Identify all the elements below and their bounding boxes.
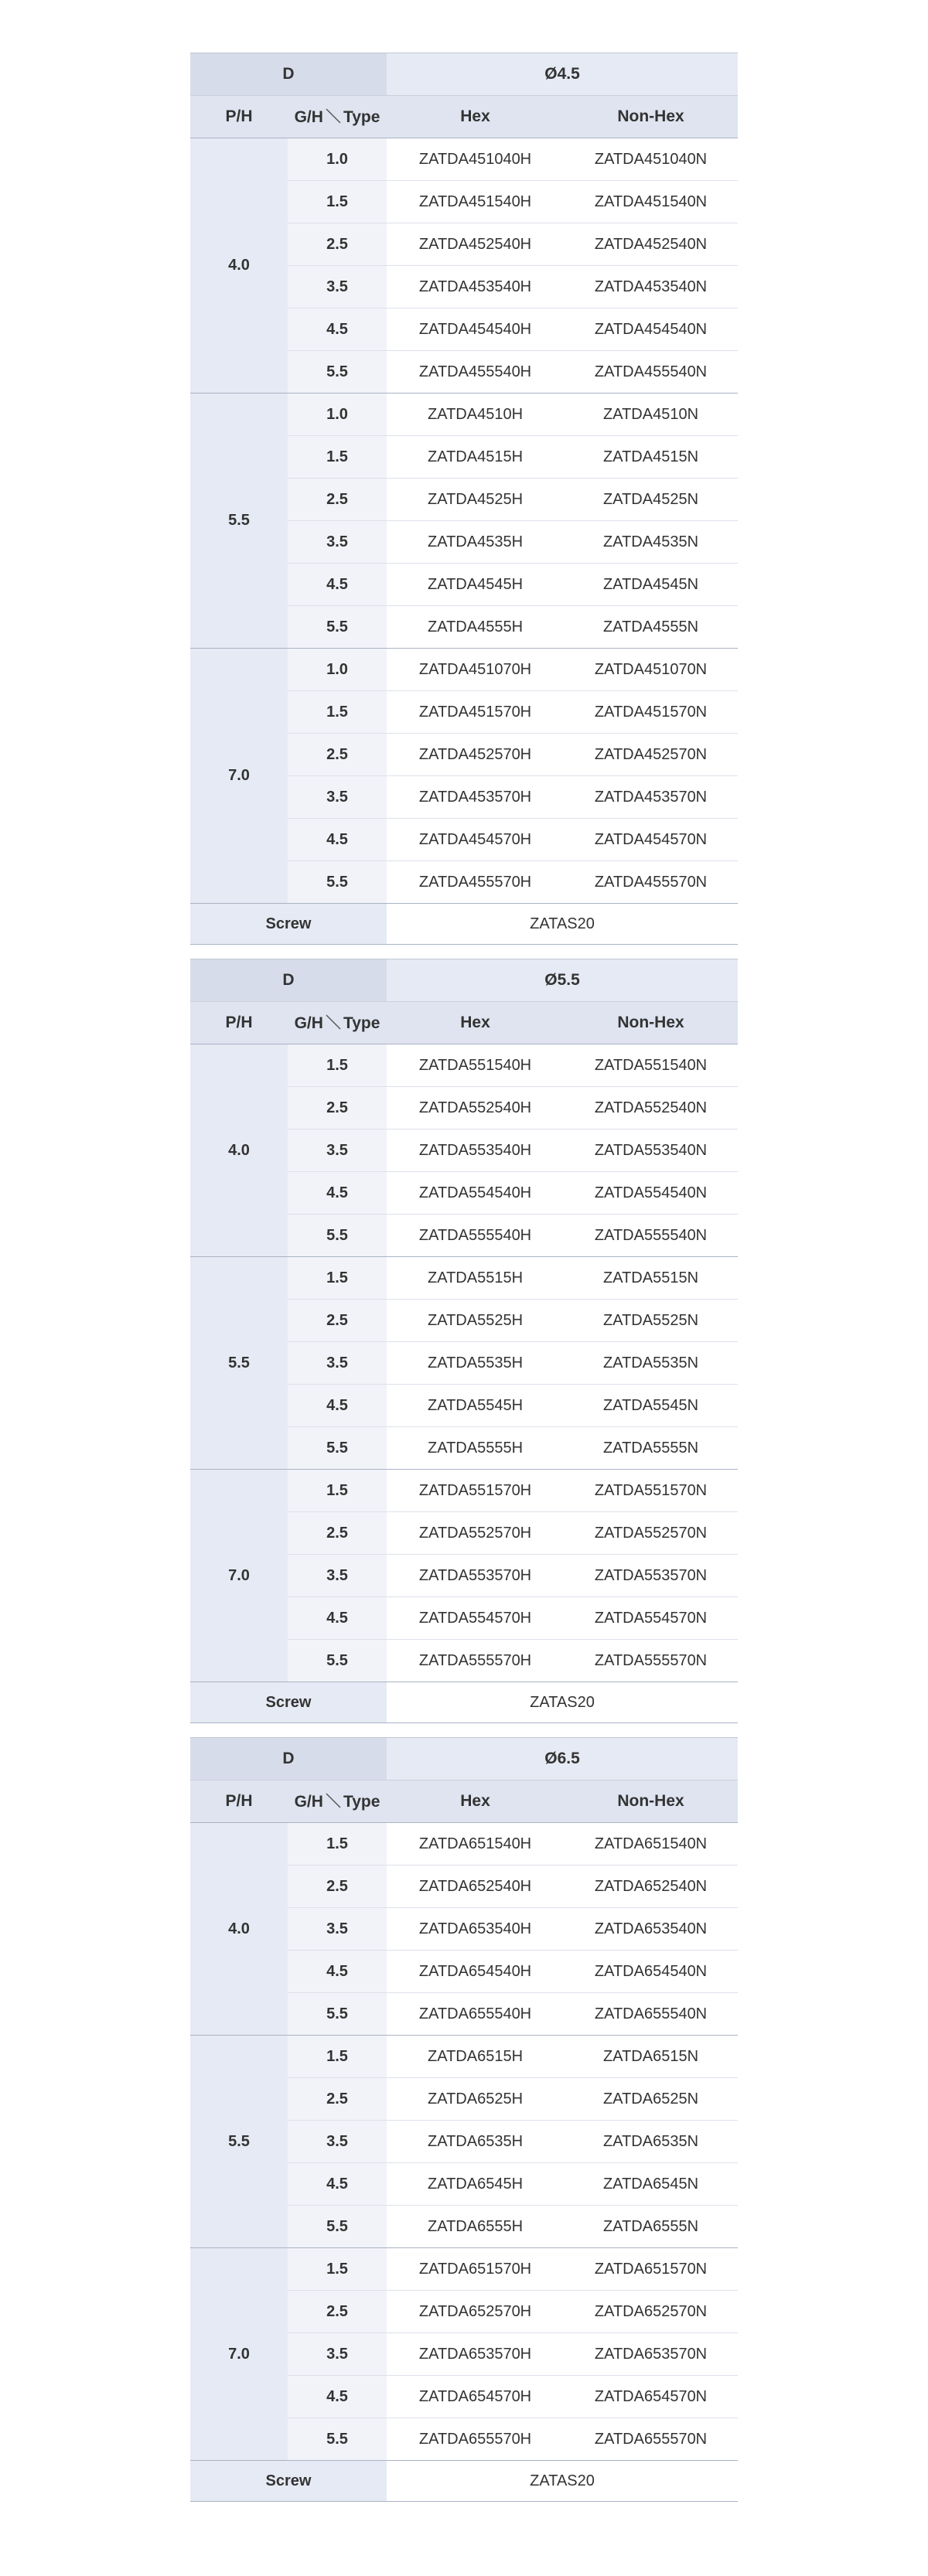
gh-value: 1.5 xyxy=(288,2036,387,2078)
hex-code: ZATDA4525H xyxy=(387,479,564,521)
gh-value: 2.5 xyxy=(288,1512,387,1555)
gh-type-header xyxy=(288,1780,387,1823)
nonhex-header: Non-Hex xyxy=(564,96,738,138)
gh-value: 1.0 xyxy=(288,394,387,436)
hex-code: ZATDA451070H xyxy=(387,649,564,691)
hex-code: ZATDA555570H xyxy=(387,1640,564,1682)
hex-code: ZATDA453570H xyxy=(387,776,564,819)
gh-value: 2.5 xyxy=(288,1866,387,1908)
column-header-row xyxy=(190,1002,738,1044)
nonhex-code: ZATDA6555N xyxy=(564,2206,738,2248)
ph-value: 5.5 xyxy=(190,2036,288,2248)
nonhex-code: ZATDA555540N xyxy=(564,1215,738,1257)
gh-value: 1.0 xyxy=(288,649,387,691)
ph-value: 7.0 xyxy=(190,1470,288,1682)
hex-code: ZATDA4535H xyxy=(387,521,564,564)
gh-value: 3.5 xyxy=(288,1555,387,1597)
diagonal-divider-icon xyxy=(325,107,342,124)
diameter-header-row xyxy=(190,53,738,96)
ph-header: P/H xyxy=(190,96,288,138)
hex-code: ZATDA552570H xyxy=(387,1512,564,1555)
nonhex-header: Non-Hex xyxy=(564,1002,738,1044)
gh-value: 2.5 xyxy=(288,479,387,521)
ph-value: 4.0 xyxy=(190,138,288,394)
gh-value: 4.5 xyxy=(288,2163,387,2206)
table-gap xyxy=(190,945,738,959)
screw-row xyxy=(190,1682,738,1723)
hex-code: ZATDA554540H xyxy=(387,1172,564,1215)
gh-value: 3.5 xyxy=(288,521,387,564)
nonhex-code: ZATDA553570N xyxy=(564,1555,738,1597)
hex-code: ZATDA4555H xyxy=(387,606,564,649)
hex-code: ZATDA655540H xyxy=(387,1993,564,2036)
diagonal-divider-icon xyxy=(325,1014,342,1031)
gh-value: 1.5 xyxy=(288,691,387,734)
gh-value: 5.5 xyxy=(288,351,387,394)
gh-value: 5.5 xyxy=(288,2418,387,2461)
nonhex-code: ZATDA5515N xyxy=(564,1257,738,1300)
gh-value: 1.5 xyxy=(288,1044,387,1087)
hex-code: ZATDA655570H xyxy=(387,2418,564,2461)
nonhex-code: ZATDA551540N xyxy=(564,1044,738,1087)
spec-table xyxy=(190,959,738,1723)
ph-value: 4.0 xyxy=(190,1044,288,1257)
hex-code: ZATDA6545H xyxy=(387,2163,564,2206)
gh-value: 3.5 xyxy=(288,2333,387,2376)
nonhex-code: ZATDA454570N xyxy=(564,819,738,861)
nonhex-code: ZATDA5555N xyxy=(564,1427,738,1470)
hex-code: ZATDA451570H xyxy=(387,691,564,734)
gh-value: 5.5 xyxy=(288,1640,387,1682)
nonhex-code: ZATDA653540N xyxy=(564,1908,738,1951)
gh-type-header xyxy=(288,96,387,138)
diameter-value: Ø4.5 xyxy=(387,53,738,96)
screw-code: ZATAS20 xyxy=(387,2461,738,2502)
gh-value: 2.5 xyxy=(288,1087,387,1130)
gh-value: 5.5 xyxy=(288,2206,387,2248)
nonhex-code: ZATDA4525N xyxy=(564,479,738,521)
ph-value: 4.0 xyxy=(190,1823,288,2036)
nonhex-code: ZATDA5525N xyxy=(564,1300,738,1342)
gh-value: 1.0 xyxy=(288,138,387,181)
hex-code: ZATDA553570H xyxy=(387,1555,564,1597)
nonhex-code: ZATDA554570N xyxy=(564,1597,738,1640)
gh-value: 5.5 xyxy=(288,1993,387,2036)
d-header: D xyxy=(190,1738,387,1780)
nonhex-code: ZATDA554540N xyxy=(564,1172,738,1215)
nonhex-code: ZATDA4555N xyxy=(564,606,738,649)
screw-label: Screw xyxy=(190,2461,387,2502)
nonhex-code: ZATDA6525N xyxy=(564,2078,738,2121)
hex-code: ZATDA654570H xyxy=(387,2376,564,2418)
gh-value: 4.5 xyxy=(288,1172,387,1215)
gh-value: 4.5 xyxy=(288,819,387,861)
nonhex-code: ZATDA4535N xyxy=(564,521,738,564)
table-gap xyxy=(190,1723,738,1737)
hex-code: ZATDA653540H xyxy=(387,1908,564,1951)
gh-value: 3.5 xyxy=(288,266,387,308)
hex-code: ZATDA555540H xyxy=(387,1215,564,1257)
nonhex-code: ZATDA551570N xyxy=(564,1470,738,1512)
gh-header: G/H xyxy=(294,1014,323,1032)
nonhex-code: ZATDA552570N xyxy=(564,1512,738,1555)
table-row xyxy=(190,1044,738,1087)
hex-code: ZATDA551570H xyxy=(387,1470,564,1512)
d-header: D xyxy=(190,959,387,1002)
gh-value: 3.5 xyxy=(288,1908,387,1951)
nonhex-code: ZATDA653570N xyxy=(564,2333,738,2376)
screw-row xyxy=(190,904,738,945)
hex-header: Hex xyxy=(387,96,564,138)
nonhex-code: ZATDA455540N xyxy=(564,351,738,394)
nonhex-code: ZATDA452570N xyxy=(564,734,738,776)
diameter-header-row xyxy=(190,959,738,1002)
hex-header: Hex xyxy=(387,1780,564,1823)
table-row xyxy=(190,1470,738,1512)
table-row xyxy=(190,2036,738,2078)
nonhex-code: ZATDA451540N xyxy=(564,181,738,223)
gh-value: 4.5 xyxy=(288,1597,387,1640)
hex-code: ZATDA455540H xyxy=(387,351,564,394)
gh-value: 4.5 xyxy=(288,2376,387,2418)
gh-value: 2.5 xyxy=(288,2291,387,2333)
nonhex-code: ZATDA451070N xyxy=(564,649,738,691)
nonhex-code: ZATDA4515N xyxy=(564,436,738,479)
gh-value: 5.5 xyxy=(288,606,387,649)
ph-value: 7.0 xyxy=(190,649,288,904)
gh-value: 2.5 xyxy=(288,734,387,776)
nonhex-code: ZATDA652540N xyxy=(564,1866,738,1908)
hex-code: ZATDA5525H xyxy=(387,1300,564,1342)
nonhex-code: ZATDA651540N xyxy=(564,1823,738,1866)
gh-value: 5.5 xyxy=(288,1427,387,1470)
hex-code: ZATDA6525H xyxy=(387,2078,564,2121)
hex-code: ZATDA452540H xyxy=(387,223,564,266)
hex-code: ZATDA5535H xyxy=(387,1342,564,1385)
gh-value: 2.5 xyxy=(288,2078,387,2121)
column-header-row xyxy=(190,96,738,138)
d-header: D xyxy=(190,53,387,96)
gh-type-header xyxy=(288,1002,387,1044)
type-header: Type xyxy=(343,1792,380,1811)
nonhex-code: ZATDA552540N xyxy=(564,1087,738,1130)
nonhex-code: ZATDA4510N xyxy=(564,394,738,436)
gh-value: 3.5 xyxy=(288,1342,387,1385)
table-row xyxy=(190,1823,738,1866)
hex-code: ZATDA551540H xyxy=(387,1044,564,1087)
gh-value: 4.5 xyxy=(288,308,387,351)
nonhex-code: ZATDA655570N xyxy=(564,2418,738,2461)
table-row xyxy=(190,649,738,691)
gh-value: 1.5 xyxy=(288,2248,387,2291)
hex-code: ZATDA455570H xyxy=(387,861,564,904)
ph-header: P/H xyxy=(190,1780,288,1823)
nonhex-code: ZATDA453540N xyxy=(564,266,738,308)
hex-code: ZATDA553540H xyxy=(387,1130,564,1172)
hex-code: ZATDA651540H xyxy=(387,1823,564,1866)
hex-code: ZATDA6515H xyxy=(387,2036,564,2078)
hex-code: ZATDA552540H xyxy=(387,1087,564,1130)
hex-code: ZATDA4515H xyxy=(387,436,564,479)
hex-code: ZATDA654540H xyxy=(387,1951,564,1993)
ph-value: 5.5 xyxy=(190,394,288,649)
screw-label: Screw xyxy=(190,904,387,945)
hex-code: ZATDA454540H xyxy=(387,308,564,351)
ph-value: 7.0 xyxy=(190,2248,288,2461)
gh-value: 3.5 xyxy=(288,2121,387,2163)
screw-code: ZATAS20 xyxy=(387,904,738,945)
gh-value: 1.5 xyxy=(288,1257,387,1300)
hex-code: ZATDA6555H xyxy=(387,2206,564,2248)
spec-table xyxy=(190,53,738,945)
table-row xyxy=(190,1257,738,1300)
gh-value: 1.5 xyxy=(288,181,387,223)
nonhex-code: ZATDA654570N xyxy=(564,2376,738,2418)
nonhex-code: ZATDA451040N xyxy=(564,138,738,181)
nonhex-code: ZATDA555570N xyxy=(564,1640,738,1682)
nonhex-code: ZATDA454540N xyxy=(564,308,738,351)
hex-header: Hex xyxy=(387,1002,564,1044)
diameter-header-row xyxy=(190,1738,738,1780)
hex-code: ZATDA453540H xyxy=(387,266,564,308)
spec-tables xyxy=(190,53,738,2502)
screw-label: Screw xyxy=(190,1682,387,1723)
type-header: Type xyxy=(343,107,380,126)
gh-header: G/H xyxy=(294,107,323,126)
nonhex-code: ZATDA452540N xyxy=(564,223,738,266)
nonhex-code: ZATDA553540N xyxy=(564,1130,738,1172)
nonhex-code: ZATDA654540N xyxy=(564,1951,738,1993)
nonhex-code: ZATDA651570N xyxy=(564,2248,738,2291)
nonhex-code: ZATDA655540N xyxy=(564,1993,738,2036)
nonhex-code: ZATDA453570N xyxy=(564,776,738,819)
gh-value: 4.5 xyxy=(288,564,387,606)
hex-code: ZATDA653570H xyxy=(387,2333,564,2376)
nonhex-code: ZATDA6545N xyxy=(564,2163,738,2206)
hex-code: ZATDA5515H xyxy=(387,1257,564,1300)
nonhex-code: ZATDA652570N xyxy=(564,2291,738,2333)
hex-code: ZATDA652570H xyxy=(387,2291,564,2333)
gh-value: 4.5 xyxy=(288,1951,387,1993)
nonhex-code: ZATDA451570N xyxy=(564,691,738,734)
gh-header: G/H xyxy=(294,1792,323,1811)
gh-value: 1.5 xyxy=(288,1470,387,1512)
hex-code: ZATDA6535H xyxy=(387,2121,564,2163)
hex-code: ZATDA451040H xyxy=(387,138,564,181)
gh-value: 3.5 xyxy=(288,1130,387,1172)
diameter-value: Ø5.5 xyxy=(387,959,738,1002)
column-header-row xyxy=(190,1780,738,1823)
nonhex-code: ZATDA6515N xyxy=(564,2036,738,2078)
nonhex-code: ZATDA455570N xyxy=(564,861,738,904)
ph-value: 5.5 xyxy=(190,1257,288,1470)
screw-row xyxy=(190,2461,738,2502)
nonhex-code: ZATDA5545N xyxy=(564,1385,738,1427)
gh-value: 5.5 xyxy=(288,1215,387,1257)
hex-code: ZATDA452570H xyxy=(387,734,564,776)
ph-header: P/H xyxy=(190,1002,288,1044)
gh-value: 2.5 xyxy=(288,1300,387,1342)
diameter-value: Ø6.5 xyxy=(387,1738,738,1780)
hex-code: ZATDA651570H xyxy=(387,2248,564,2291)
type-header: Type xyxy=(343,1014,380,1032)
hex-code: ZATDA451540H xyxy=(387,181,564,223)
hex-code: ZATDA652540H xyxy=(387,1866,564,1908)
gh-value: 2.5 xyxy=(288,223,387,266)
gh-value: 3.5 xyxy=(288,776,387,819)
gh-value: 4.5 xyxy=(288,1385,387,1427)
spec-table xyxy=(190,1737,738,2502)
gh-value: 1.5 xyxy=(288,436,387,479)
hex-code: ZATDA5555H xyxy=(387,1427,564,1470)
nonhex-code: ZATDA4545N xyxy=(564,564,738,606)
table-row xyxy=(190,138,738,181)
nonhex-header: Non-Hex xyxy=(564,1780,738,1823)
nonhex-code: ZATDA6535N xyxy=(564,2121,738,2163)
screw-code: ZATAS20 xyxy=(387,1682,738,1723)
table-row xyxy=(190,394,738,436)
table-row xyxy=(190,2248,738,2291)
gh-value: 5.5 xyxy=(288,861,387,904)
diagonal-divider-icon xyxy=(325,1792,342,1809)
hex-code: ZATDA5545H xyxy=(387,1385,564,1427)
gh-value: 1.5 xyxy=(288,1823,387,1866)
hex-code: ZATDA554570H xyxy=(387,1597,564,1640)
hex-code: ZATDA4545H xyxy=(387,564,564,606)
nonhex-code: ZATDA5535N xyxy=(564,1342,738,1385)
hex-code: ZATDA4510H xyxy=(387,394,564,436)
hex-code: ZATDA454570H xyxy=(387,819,564,861)
